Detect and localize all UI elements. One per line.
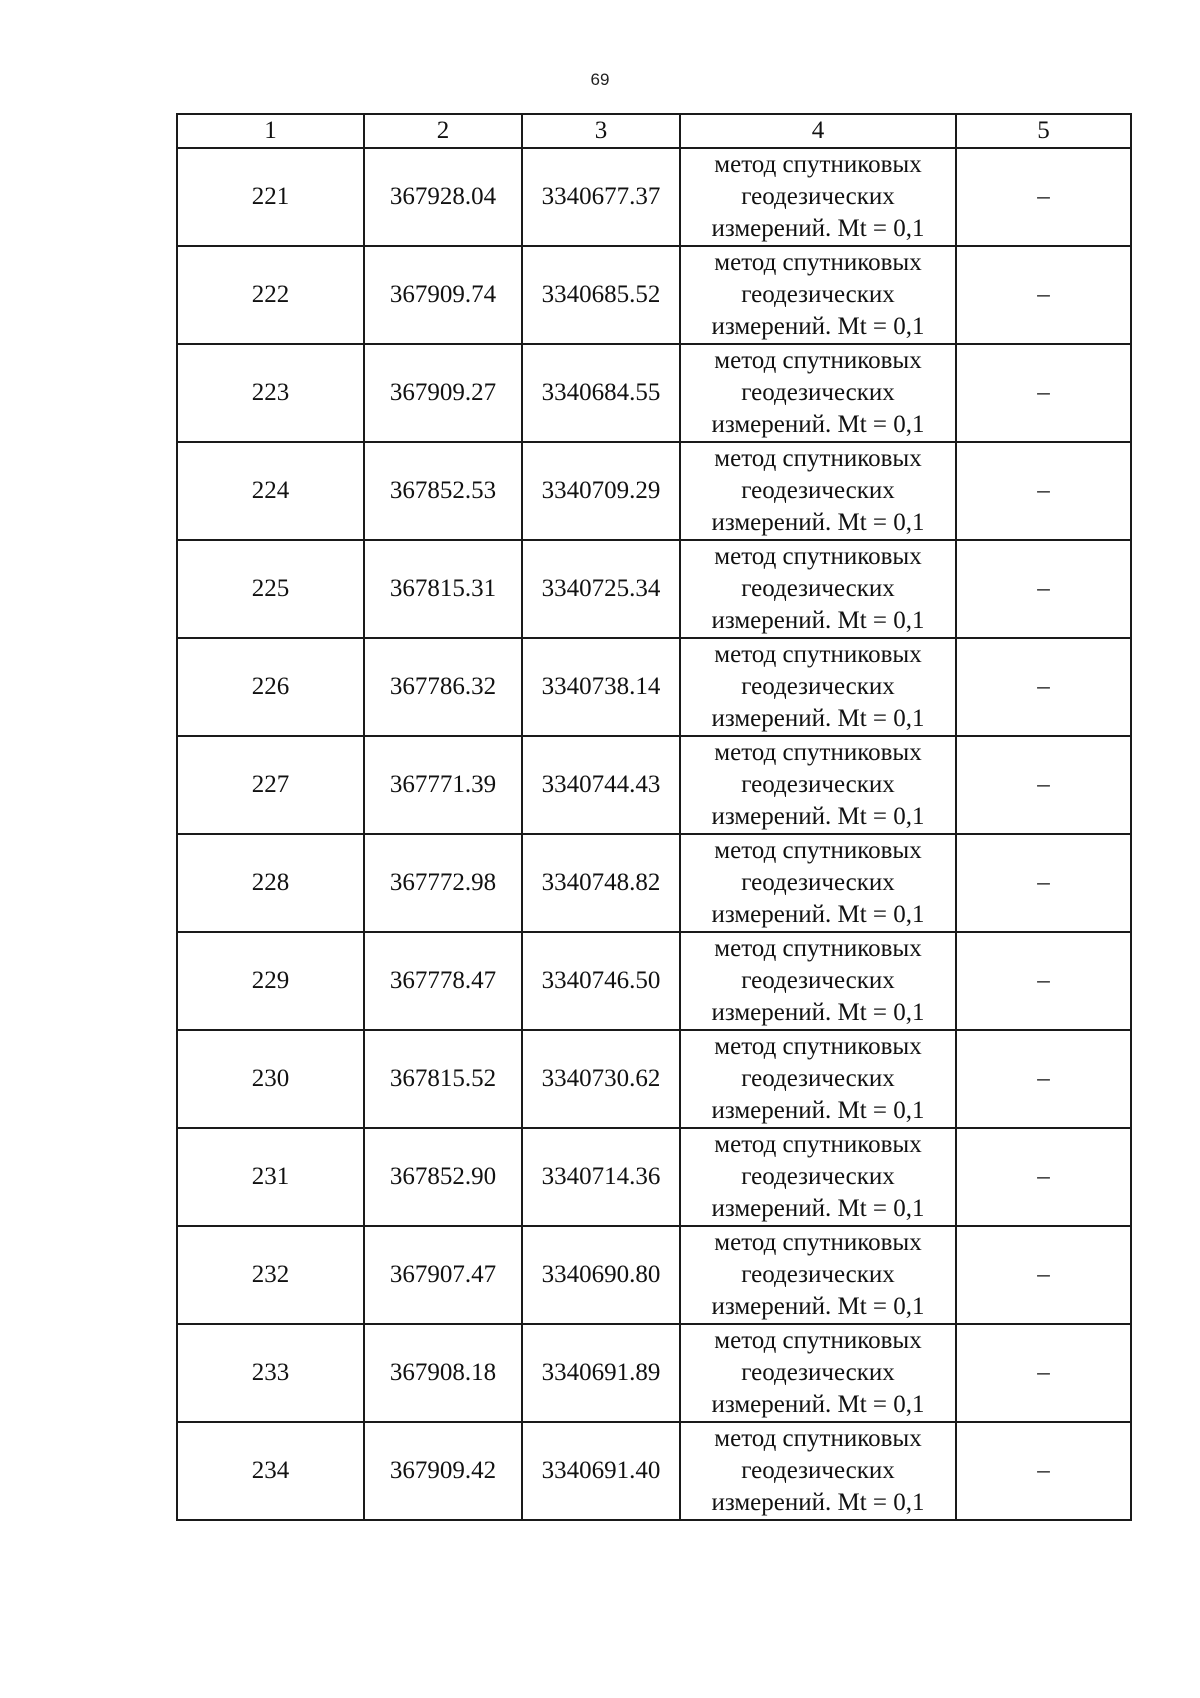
note-cell: –	[956, 540, 1131, 638]
table-row	[177, 148, 1131, 246]
table-row	[177, 932, 1131, 1030]
note-cell: –	[956, 1226, 1131, 1324]
method-cell	[680, 1030, 956, 1128]
point-number-cell: 228	[177, 834, 364, 932]
method-line: измерений. Mt = 0,1	[711, 1293, 925, 1320]
method-line: метод спутниковых	[714, 249, 922, 276]
column-header-4: 4	[680, 114, 956, 148]
note-cell: –	[956, 638, 1131, 736]
method-line: геодезических	[741, 1359, 895, 1386]
method-cell	[680, 736, 956, 834]
table-row	[177, 834, 1131, 932]
y-coordinate-cell: 3340730.62	[522, 1030, 680, 1128]
x-coordinate-cell: 367852.53	[364, 442, 522, 540]
method-line: измерений. Mt = 0,1	[711, 1097, 925, 1124]
y-coordinate-cell: 3340738.14	[522, 638, 680, 736]
method-line: геодезических	[741, 1163, 895, 1190]
method-line: геодезических	[741, 673, 895, 700]
y-coordinate-cell: 3340685.52	[522, 246, 680, 344]
y-coordinate-cell: 3340690.80	[522, 1226, 680, 1324]
y-coordinate-cell: 3340714.36	[522, 1128, 680, 1226]
table-row	[177, 442, 1131, 540]
column-header-1: 1	[177, 114, 364, 148]
method-line: метод спутниковых	[714, 935, 922, 962]
y-coordinate-cell: 3340684.55	[522, 344, 680, 442]
method-line: геодезических	[741, 1457, 895, 1484]
x-coordinate-cell: 367907.47	[364, 1226, 522, 1324]
x-coordinate-cell: 367928.04	[364, 148, 522, 246]
point-number-cell: 227	[177, 736, 364, 834]
method-line: метод спутниковых	[714, 1033, 922, 1060]
method-line: измерений. Mt = 0,1	[711, 999, 925, 1026]
point-number-cell: 222	[177, 246, 364, 344]
table-row	[177, 1030, 1131, 1128]
method-cell	[680, 834, 956, 932]
method-cell	[680, 932, 956, 1030]
method-cell	[680, 246, 956, 344]
x-coordinate-cell: 367815.31	[364, 540, 522, 638]
table-row	[177, 246, 1131, 344]
method-cell	[680, 1324, 956, 1422]
method-line: метод спутниковых	[714, 837, 922, 864]
method-line: геодезических	[741, 379, 895, 406]
method-line: геодезических	[741, 281, 895, 308]
method-line: метод спутниковых	[714, 151, 922, 178]
method-line: измерений. Mt = 0,1	[711, 803, 925, 830]
point-number-cell: 221	[177, 148, 364, 246]
method-cell	[680, 344, 956, 442]
note-cell: –	[956, 736, 1131, 834]
method-line: метод спутниковых	[714, 1131, 922, 1158]
method-line: измерений. Mt = 0,1	[711, 411, 925, 438]
method-line: метод спутниковых	[714, 1425, 922, 1452]
method-cell	[680, 148, 956, 246]
note-cell: –	[956, 1030, 1131, 1128]
x-coordinate-cell: 367908.18	[364, 1324, 522, 1422]
method-cell	[680, 1128, 956, 1226]
point-number-cell: 233	[177, 1324, 364, 1422]
point-number-cell: 231	[177, 1128, 364, 1226]
column-header-3: 3	[522, 114, 680, 148]
table-row	[177, 1422, 1131, 1520]
note-cell: –	[956, 148, 1131, 246]
method-line: метод спутниковых	[714, 739, 922, 766]
note-cell: –	[956, 442, 1131, 540]
method-line: измерений. Mt = 0,1	[711, 705, 925, 732]
x-coordinate-cell: 367852.90	[364, 1128, 522, 1226]
y-coordinate-cell: 3340709.29	[522, 442, 680, 540]
method-line: геодезических	[741, 575, 895, 602]
y-coordinate-cell: 3340744.43	[522, 736, 680, 834]
method-line: измерений. Mt = 0,1	[711, 1391, 925, 1418]
method-line: геодезических	[741, 477, 895, 504]
point-number-cell: 224	[177, 442, 364, 540]
coordinates-table	[176, 113, 1132, 1521]
point-number-cell: 226	[177, 638, 364, 736]
table-row	[177, 638, 1131, 736]
method-cell	[680, 1422, 956, 1520]
column-header-5: 5	[956, 114, 1131, 148]
y-coordinate-cell: 3340746.50	[522, 932, 680, 1030]
note-cell: –	[956, 344, 1131, 442]
method-line: измерений. Mt = 0,1	[711, 901, 925, 928]
table-row	[177, 1226, 1131, 1324]
point-number-cell: 229	[177, 932, 364, 1030]
y-coordinate-cell: 3340691.40	[522, 1422, 680, 1520]
method-cell	[680, 442, 956, 540]
table-body	[177, 148, 1131, 1520]
method-line: метод спутниковых	[714, 445, 922, 472]
x-coordinate-cell: 367772.98	[364, 834, 522, 932]
method-line: измерений. Mt = 0,1	[711, 1195, 925, 1222]
note-cell: –	[956, 1324, 1131, 1422]
table-row	[177, 540, 1131, 638]
method-line: геодезических	[741, 1261, 895, 1288]
y-coordinate-cell: 3340677.37	[522, 148, 680, 246]
method-cell	[680, 638, 956, 736]
method-line: измерений. Mt = 0,1	[711, 509, 925, 536]
method-line: метод спутниковых	[714, 641, 922, 668]
point-number-cell: 230	[177, 1030, 364, 1128]
point-number-cell: 225	[177, 540, 364, 638]
x-coordinate-cell: 367909.42	[364, 1422, 522, 1520]
method-cell	[680, 540, 956, 638]
method-line: измерений. Mt = 0,1	[711, 1489, 925, 1516]
x-coordinate-cell: 367786.32	[364, 638, 522, 736]
x-coordinate-cell: 367815.52	[364, 1030, 522, 1128]
method-line: геодезических	[741, 771, 895, 798]
x-coordinate-cell: 367778.47	[364, 932, 522, 1030]
x-coordinate-cell: 367909.74	[364, 246, 522, 344]
method-line: измерений. Mt = 0,1	[711, 607, 925, 634]
method-line: геодезических	[741, 967, 895, 994]
method-line: измерений. Mt = 0,1	[711, 215, 925, 242]
y-coordinate-cell: 3340725.34	[522, 540, 680, 638]
method-line: геодезических	[741, 183, 895, 210]
x-coordinate-cell: 367909.27	[364, 344, 522, 442]
note-cell: –	[956, 1128, 1131, 1226]
point-number-cell: 232	[177, 1226, 364, 1324]
y-coordinate-cell: 3340748.82	[522, 834, 680, 932]
table-row	[177, 736, 1131, 834]
note-cell: –	[956, 1422, 1131, 1520]
note-cell: –	[956, 246, 1131, 344]
method-line: метод спутниковых	[714, 543, 922, 570]
method-line: геодезических	[741, 1065, 895, 1092]
note-cell: –	[956, 932, 1131, 1030]
x-coordinate-cell: 367771.39	[364, 736, 522, 834]
method-cell	[680, 1226, 956, 1324]
table-row	[177, 1324, 1131, 1422]
method-line: измерений. Mt = 0,1	[711, 313, 925, 340]
table-header-row	[177, 114, 1131, 148]
column-header-2: 2	[364, 114, 522, 148]
note-cell: –	[956, 834, 1131, 932]
y-coordinate-cell: 3340691.89	[522, 1324, 680, 1422]
point-number-cell: 223	[177, 344, 364, 442]
method-line: метод спутниковых	[714, 1229, 922, 1256]
page-number: 69	[590, 70, 610, 89]
method-line: метод спутниковых	[714, 347, 922, 374]
table-row	[177, 1128, 1131, 1226]
method-line: геодезических	[741, 869, 895, 896]
table-row	[177, 344, 1131, 442]
method-line: метод спутниковых	[714, 1327, 922, 1354]
point-number-cell: 234	[177, 1422, 364, 1520]
